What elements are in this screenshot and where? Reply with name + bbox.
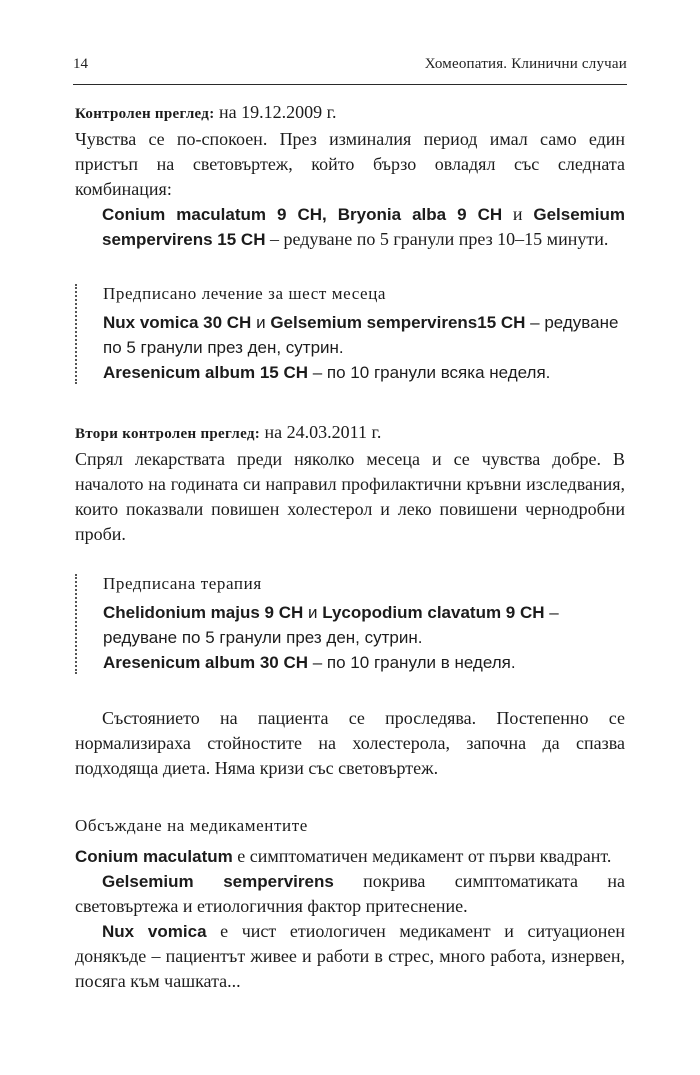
box-2-dosage-1: – редуване по 5 гранули през ден, сутрин.: [103, 603, 559, 647]
discussion-drug-1: Conium maculatum: [75, 847, 233, 866]
visit-1-drugs-b: Gelsemium sempervirens 15 CH: [102, 205, 626, 249]
prescription-box-2: [75, 574, 625, 674]
header-rule: [73, 84, 627, 85]
discussion-text-2: покрива симптоматиката на световъртежа и етиологичния фактор притеснение.: [75, 871, 625, 916]
visit-1-section: [75, 100, 625, 252]
followup-section: [75, 706, 625, 781]
visit-2-heading: [75, 420, 625, 447]
box-2-drug-1: Chelidonium majus 9 CH: [103, 603, 304, 622]
visit-2-section: [75, 420, 625, 547]
discussion-drug-2: Gelsemium sempervirens: [102, 872, 334, 891]
box-1-line-2: [103, 360, 625, 385]
visit-1-label: Контролен преглед:: [75, 106, 215, 122]
visit-1-drugs-a: Conium maculatum 9 CH, Bryonia alba 9 CH: [102, 205, 503, 224]
visit-1-and: и: [512, 204, 523, 224]
box-2-line-1: [103, 600, 625, 650]
box-1-drug-1: Nux vomica 30 CH: [103, 313, 252, 332]
discussion-text-1: е симптоматичен медикамент от първи квадрант.: [237, 846, 612, 866]
discussion-drug-3: Nux vomica: [102, 922, 207, 941]
box-1-and: и: [256, 313, 266, 332]
visit-1-heading: [75, 100, 625, 127]
visit-2-date: на 24.03.2011 г.: [264, 422, 382, 442]
box-1-drug-2: Gelsemium sempervirens15 CH: [270, 313, 526, 332]
box-2-and: и: [307, 603, 318, 622]
prescription-box-1: [75, 284, 625, 384]
visit-2-label: Втори контролен преглед:: [75, 426, 261, 442]
box-1-drug-3: Aresenicum album 15 CH: [103, 363, 309, 382]
box-2-line-2: [103, 650, 625, 675]
running-title: Хомеопатия. Клинични случаи: [424, 56, 627, 72]
box-1-line-1: [103, 310, 625, 335]
box-2-title: Предписана терапия: [103, 574, 262, 593]
box-1-dosage-1: – редуване: [530, 313, 619, 332]
box-2-dosage-2: – по 10 гранули в неделя.: [312, 653, 516, 672]
discussion-p3: [75, 919, 625, 994]
box-2-drug-2: Lycopodium clavatum 9 CH: [322, 603, 545, 622]
discussion-text-3: е чист етиологичен медикамент и ситуационен донякъде – пациентът живее и работи в стрес, много работа, изнервен, посяга към чашката...: [75, 921, 626, 991]
visit-2-text: Спрял лекарствата преди няколко месеца и се чувства добре. В началото на годината си направил профилактични кръвни изследвания, които показвали повишен холестерол и леко повишени чернодробни проби.: [75, 449, 625, 544]
visit-1-dosage: – редуване по 5 гранули през 10–15 минути.: [269, 229, 609, 249]
visit-1-prescription: [75, 202, 625, 252]
box-1-title: Предписано лечение за шест месеца: [103, 284, 387, 303]
page-number: 14: [73, 56, 88, 72]
discussion-p1: [75, 844, 625, 869]
followup-text: Състоянието на пациента се проследява. Постепенно се нормализираха стойностите на холестерола, започна да спазва подходяща диета. Няма кризи със световъртеж.: [75, 708, 625, 778]
box-1-dosage-2: – по 10 гранули всяка неделя.: [312, 363, 551, 382]
box-1-line-1-cont: по 5 гранули през ден, сутрин.: [103, 338, 344, 357]
discussion-title: Обсъждане на медикаментите: [75, 816, 308, 835]
page-header: [73, 56, 627, 78]
discussion-section: [75, 844, 625, 994]
visit-1-text: Чувства се по-спокоен. През изминалия период имал само един пристъп на световъртеж, който бързо овладял със следната комбинация:: [75, 129, 625, 199]
box-2-drug-3: Aresenicum album 30 CH: [103, 653, 309, 672]
visit-1-date: на 19.12.2009 г.: [218, 102, 337, 122]
discussion-p2: [75, 869, 625, 919]
